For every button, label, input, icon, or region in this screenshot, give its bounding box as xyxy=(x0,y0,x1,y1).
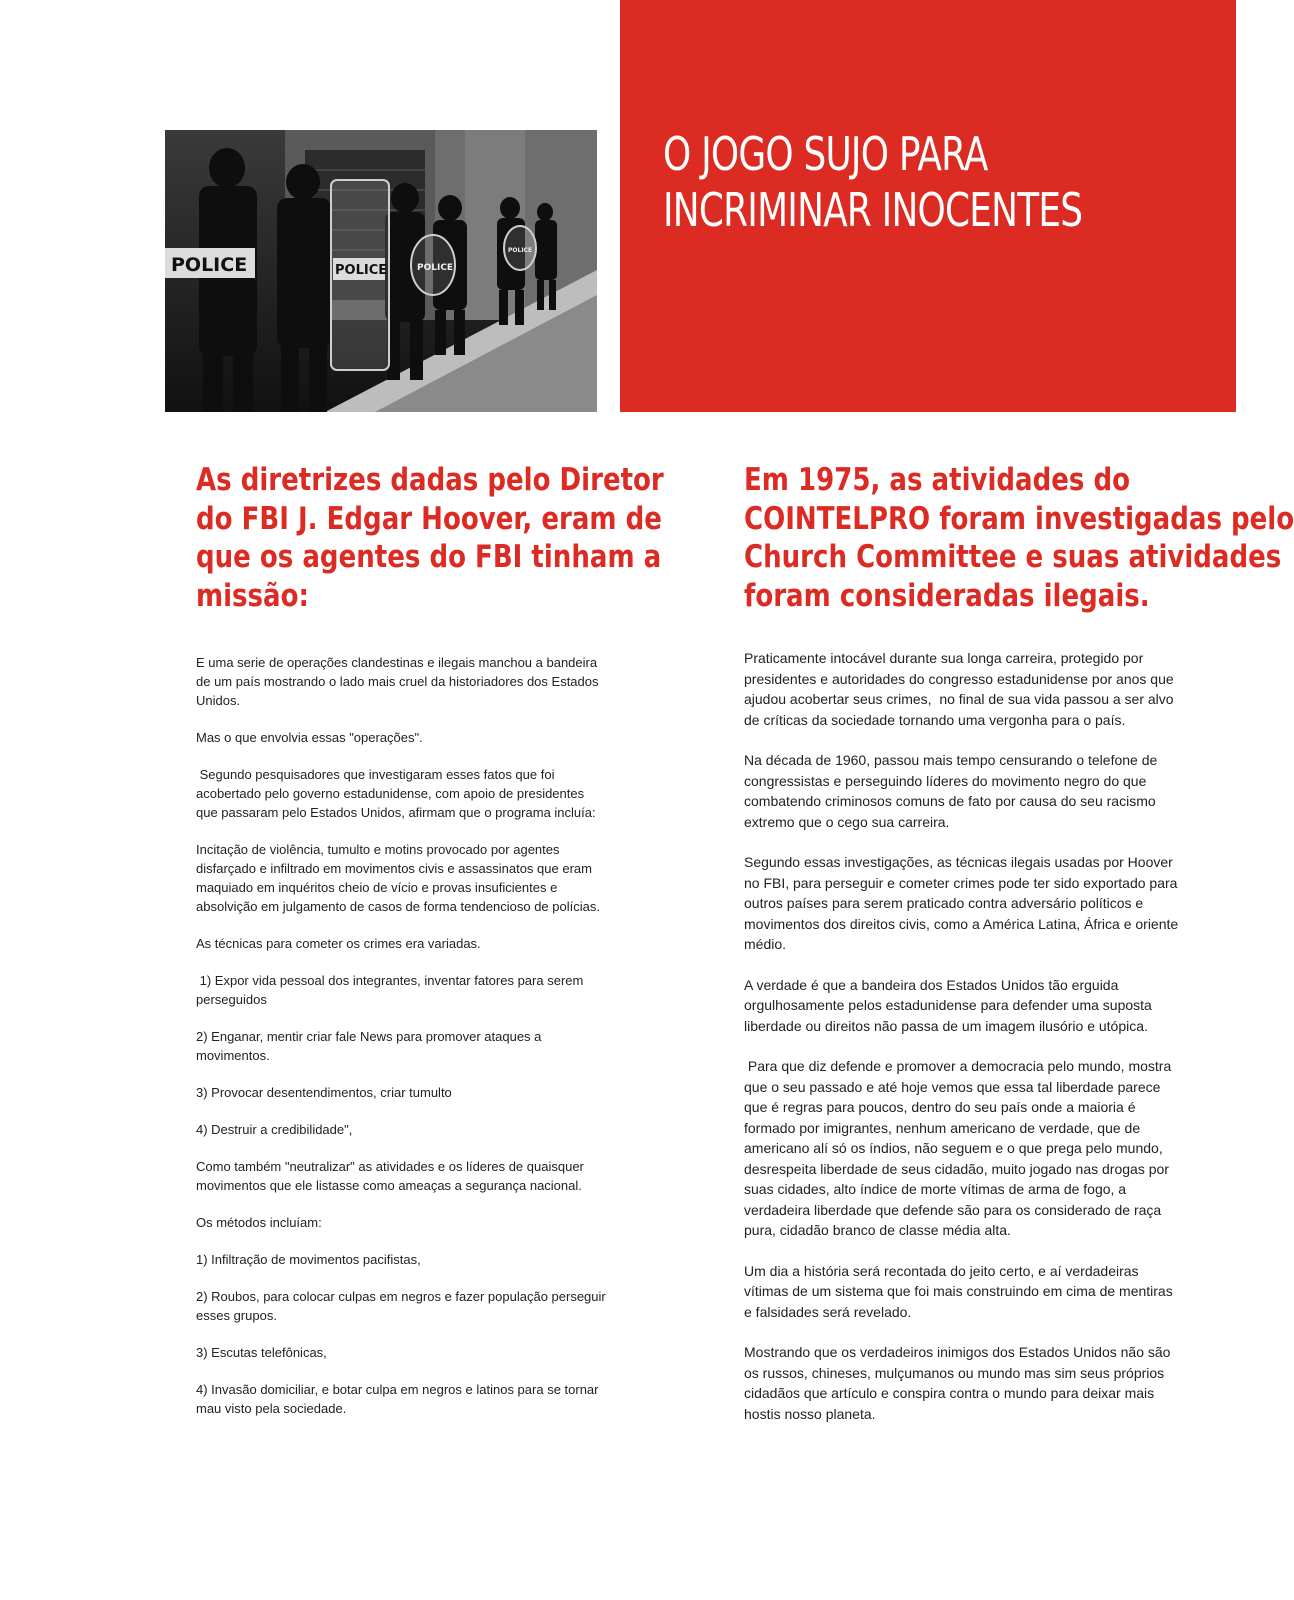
shield-label-3: POLICE xyxy=(417,263,454,273)
right-column-body xyxy=(744,648,1183,1444)
page-title xyxy=(663,126,1084,238)
page-title-line-1: O JOGO SUJO PARA xyxy=(663,127,988,181)
left-paragraph: 3) Provocar desentendimentos, criar tumulto xyxy=(196,1085,452,1100)
left-heading-line: missão: xyxy=(196,577,309,614)
right-heading-line: foram consideradas ilegais. xyxy=(744,577,1150,614)
left-heading-line: As diretrizes dadas pelo Diretor xyxy=(196,462,664,498)
left-paragraph: Segundo pesquisadores que investigaram esses fatos que foi acobertado pelo governo estadunidense, com apoio de presidentes que passaram pelo Estados Unidos, afirmam que o programa incluía: xyxy=(196,767,596,820)
left-paragraph: 2) Enganar, mentir criar fale News para promover ataques a movimentos. xyxy=(196,1029,546,1063)
riot-police-photo xyxy=(165,130,597,412)
left-paragraph: Incitação de violência, tumulto e motins provocado por agentes disfarçado e infiltrado em movimentos civis e assassinatos que eram maquiado em inquéritos cheio de vício e provas insuficientes e absolvição em julgamento de casos de forma tendencioso de polícias. xyxy=(196,842,600,914)
shield-label-1: POLICE xyxy=(171,254,248,276)
right-paragraph: A verdade é que a bandeira dos Estados Unidos tão erguida orgulhosamente pelos estadunidense para defender uma suposta liberdade ou direitos não passa de um imagem ilusório e utópica. xyxy=(744,976,1156,1034)
left-heading-line: que os agentes do FBI tinham a xyxy=(196,539,662,575)
right-paragraph: Um dia a história será recontada do jeito certo, e aí verdadeiras vítimas de um sistema que foi mais construindo em cima de mentiras e falsidades será revelado. xyxy=(744,1262,1177,1320)
right-paragraph: Segundo essas investigações, as técnicas ilegais usadas por Hoover no FBI, para perseguir e cometer crimes pode ter sido exportado para outros países para serem praticado contra adversário políticos e movimentos dos direitos civis, como a América Latina, África e oriente médio. xyxy=(744,854,1183,952)
left-heading-line: do FBI J. Edgar Hoover, eram de xyxy=(196,500,662,537)
right-heading xyxy=(744,461,1294,615)
left-paragraph: 3) Escutas telefônicas, xyxy=(196,1345,327,1360)
left-paragraph: Mas o que envolvia essas "operações". xyxy=(196,730,423,745)
left-paragraph: 2) Roubos, para colocar culpas em negros e fazer população perseguir esses grupos. xyxy=(196,1289,610,1323)
shield-label-2: POLICE xyxy=(335,263,388,278)
left-paragraph: E uma serie de operações clandestinas e ilegais manchou a bandeira de um país mostrando o lado mais cruel da historiadores dos Estados Unidos. xyxy=(196,655,603,708)
right-heading-line: Em 1975, as atividades do xyxy=(744,462,1131,498)
left-paragraph: 4) Invasão domiciliar, e botar culpa em negros e latinos para se tornar mau visto pela sociedade. xyxy=(196,1382,603,1416)
right-heading-line: COINTELPRO foram investigadas pelo xyxy=(744,500,1294,537)
left-heading xyxy=(196,461,664,615)
right-paragraph: Para que diz defende e promover a democracia pelo mundo, mostra que o seu passado e até hoje vemos que essa tal liberdade parece que é regras para poucos, dentro do seu país onde a maioria é formado por imigrantes, nenhum americano de verdade, que de americano alí só os índios, não seguem e o que prega pelo mundo, desrespeita liberdade de seus cidadão, muito jogado nas drogas por suas cidades, alto índice de morte vítimas de arma de fogo, a verdadeira liberdade que defende são para os considerado de raça pura, cidadão branco de classe média alta. xyxy=(744,1058,1176,1238)
right-paragraph: Praticamente intocável durante sua longa carreira, protegido por presidentes e autoridades do congresso estadunidense por anos que ajudou acobertar seus crimes, no final de sua vida passou a ser alvo de críticas da sociedade tornando uma vergonha para o país. xyxy=(744,650,1178,728)
left-paragraph: Os métodos incluíam: xyxy=(196,1215,322,1230)
riot-police-illustration xyxy=(165,130,597,412)
shield-label-4: POLICE xyxy=(508,247,533,254)
right-paragraph: Mostrando que os verdadeiros inimigos dos Estados Unidos não são os russos, chineses, mulçumanos ou mundo mas sim seus próprios cidadãos que artículo e conspira contra o mundo para deixar mais hostis nosso planeta. xyxy=(744,1344,1175,1422)
right-heading-line: Church Committee e suas atividades xyxy=(744,539,1282,575)
right-paragraph: Na década de 1960, passou mais tempo censurando o telefone de congressistas e perseguindo líderes do movimento negro do que combatendo criminosos comuns de fato por causa do seu racismo extremo que o cego sua carreira. xyxy=(744,752,1162,830)
left-paragraph: 4) Destruir a credibilidade", xyxy=(196,1122,353,1137)
left-paragraph: Como também "neutralizar" as atividades e os líderes de quaisquer movimentos que ele listasse como ameaças a segurança nacional. xyxy=(196,1159,588,1193)
left-paragraph: 1) Infiltração de movimentos pacifistas, xyxy=(196,1252,421,1267)
left-paragraph: 1) Expor vida pessoal dos integrantes, inventar fatores para serem perseguidos xyxy=(196,973,587,1007)
page-title-line-2: INCRIMINAR INOCENTES xyxy=(663,183,1083,237)
left-column-body xyxy=(196,653,610,1436)
left-paragraph: As técnicas para cometer os crimes era variadas. xyxy=(196,936,481,951)
